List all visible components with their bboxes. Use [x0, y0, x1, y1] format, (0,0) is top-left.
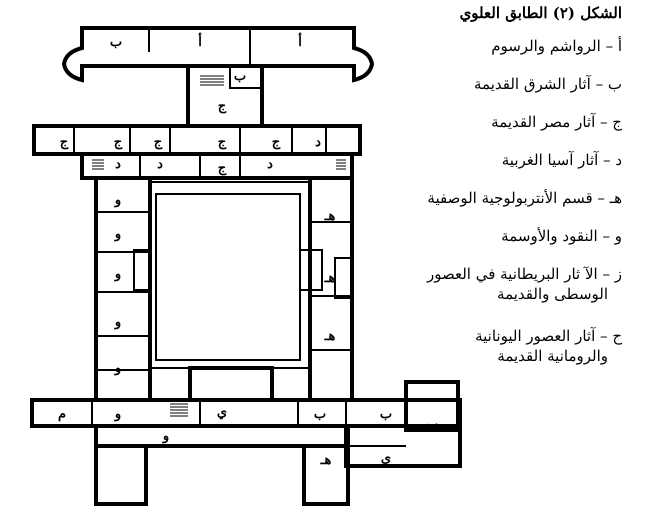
room-b-bottom-2: ب	[379, 407, 393, 422]
room-h-2: هـ	[324, 271, 336, 286]
room-a-top-2: أ	[298, 35, 302, 50]
room-j-6: ج	[217, 161, 227, 176]
room-w-3: و	[114, 267, 122, 282]
legend-item-h: هـ – قسم الأنتربولوجية الوصفية	[427, 189, 622, 207]
room-h-4: هـ	[320, 453, 332, 468]
legend-item-z: ز – الآ ثار البريطانية في العصور الوسطى والقديمة	[426, 265, 622, 303]
room-j-2: ج	[113, 135, 123, 150]
room-m: م	[57, 407, 67, 422]
room-b-connector: ب	[233, 69, 247, 84]
room-w-2: و	[114, 227, 122, 242]
room-w-5: و	[114, 361, 122, 376]
room-h-3: هـ	[324, 329, 336, 344]
room-y: ي	[216, 405, 228, 420]
legend-item-j: ج – آثار مصر القديمة	[491, 113, 622, 131]
room-j-4: ج	[217, 135, 227, 150]
room-j-1: ج	[59, 135, 69, 150]
room-w-1: و	[114, 193, 122, 208]
legend-item-b: ب – آثار الشرق القديمة	[474, 75, 622, 93]
room-i: ى	[380, 451, 392, 466]
room-w-4: و	[114, 315, 122, 330]
legend-item-w: و – النقود والأوسمة	[501, 227, 622, 245]
legend-item-d: د – آثار آسيا الغربية	[501, 151, 622, 169]
legend-item-a: أ – الرواشم والرسوم	[491, 37, 622, 55]
room-h-1: هـ	[324, 209, 336, 224]
room-j-5: ج	[271, 135, 281, 150]
room-d-1: د	[315, 135, 321, 150]
room-labels	[58, 33, 438, 468]
room-d-2: د	[115, 157, 121, 172]
room-d-4: د	[267, 157, 273, 172]
room-j-3: ج	[153, 135, 163, 150]
room-w-6: و	[114, 407, 122, 422]
room-b-bottom-3: ب	[425, 417, 439, 432]
room-w-7: و	[162, 429, 170, 444]
legend	[392, 4, 622, 380]
figure-title: الشكل (٢) الطابق العلوي	[459, 4, 622, 22]
room-a-top-1: أ	[198, 35, 202, 50]
room-b-top: ب	[109, 35, 123, 50]
room-j-connector: ج	[217, 99, 227, 114]
legend-item-h2: ح – آثار العصور اليونانية والرومانية القديمة	[475, 327, 622, 365]
room-b-bottom-1: ب	[313, 407, 327, 422]
room-d-3: د	[157, 157, 163, 172]
